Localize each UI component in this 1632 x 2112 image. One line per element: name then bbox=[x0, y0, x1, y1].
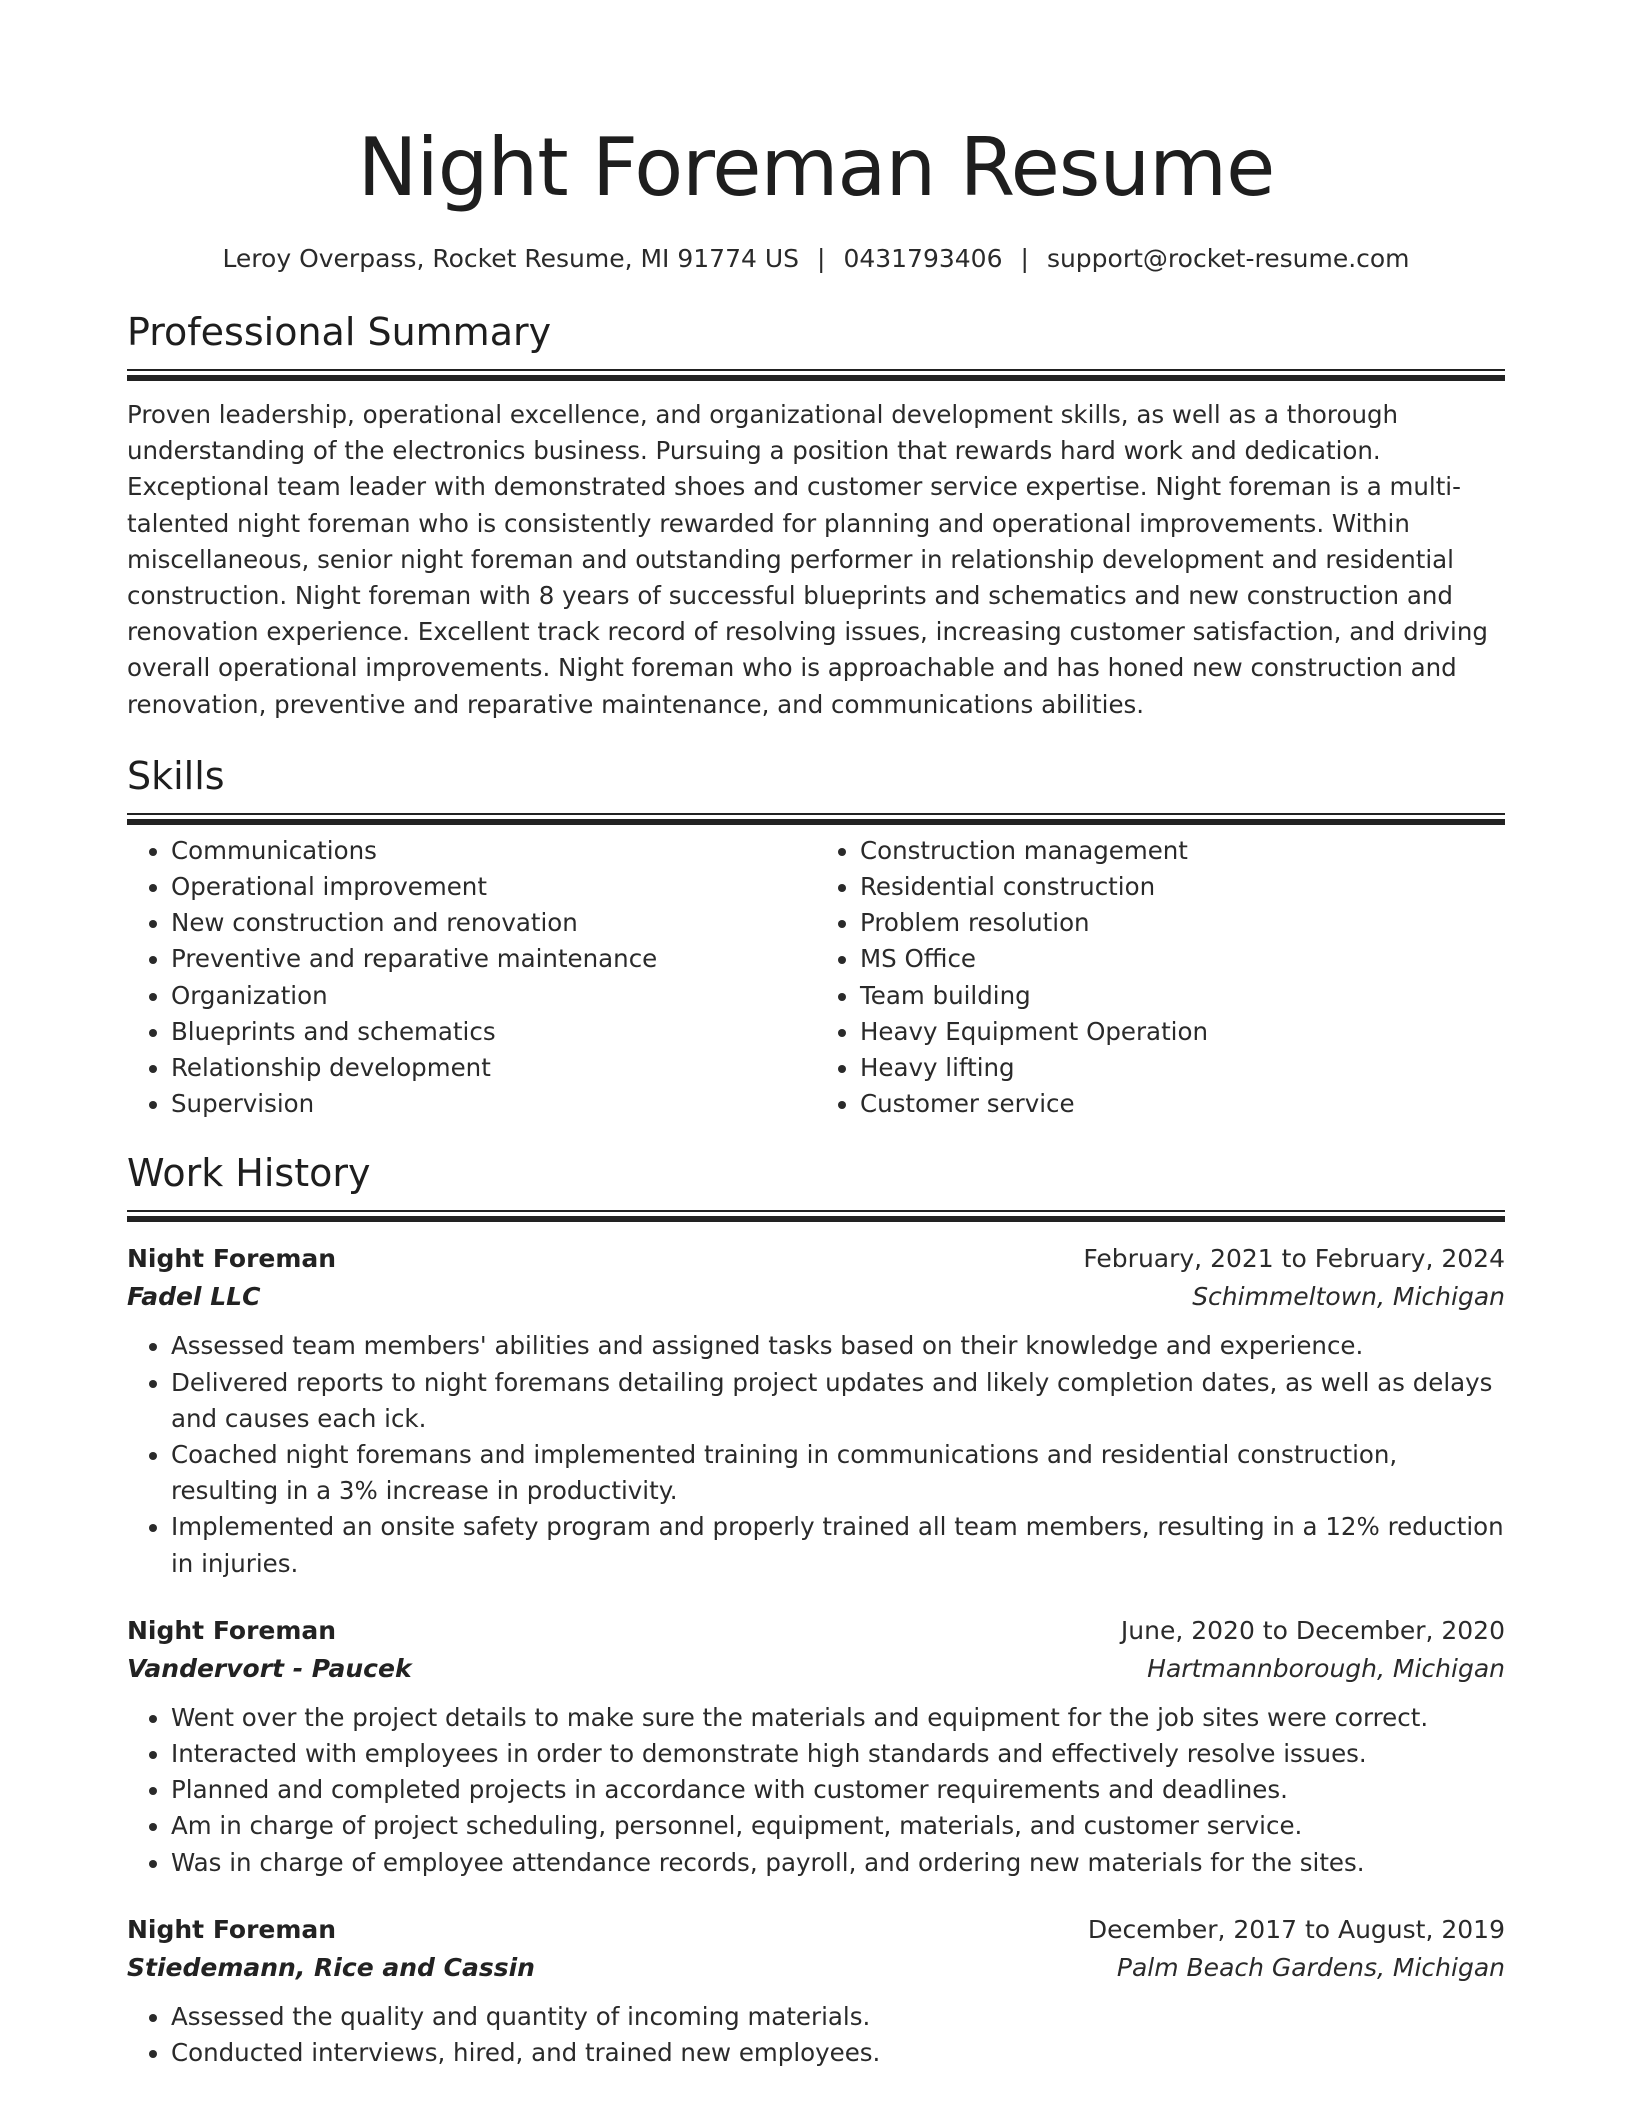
job-header bbox=[127, 1240, 1505, 1278]
job-dates: December, 2017 to August, 2019 bbox=[1087, 1914, 1505, 1944]
job-title: Night Foreman bbox=[127, 1244, 337, 1274]
job-entry bbox=[127, 1612, 1505, 1881]
section-divider bbox=[127, 369, 1505, 381]
contact-separator: | bbox=[1020, 244, 1029, 273]
job-location: Palm Beach Gardens, Michigan bbox=[1116, 1952, 1505, 1982]
job-title: Night Foreman bbox=[127, 1914, 337, 1944]
job-entry bbox=[127, 1240, 1505, 1581]
job-bullet: • Implemented an onsite safety program and properly trained all team members, resulting in a 12% reduction in injuries. bbox=[171, 1509, 1505, 1581]
skill-item: • Operational improvement bbox=[171, 869, 816, 905]
job-bullets bbox=[127, 1700, 1505, 1881]
job-company: Fadel LLC bbox=[127, 1282, 261, 1312]
skills-columns bbox=[127, 833, 1505, 1123]
contact-separator: | bbox=[817, 244, 826, 273]
work-history-heading: Work History bbox=[127, 1151, 371, 1196]
job-subheader bbox=[127, 1650, 1505, 1688]
job-bullets bbox=[127, 1999, 1505, 2071]
contact-email: support@rocket-resume.com bbox=[1046, 244, 1410, 273]
skill-item: • Heavy lifting bbox=[860, 1050, 1505, 1086]
skill-item: • Team building bbox=[860, 978, 1505, 1014]
skills-heading: Skills bbox=[127, 753, 225, 798]
job-subheader bbox=[127, 1949, 1505, 1987]
skill-item: • Blueprints and schematics bbox=[171, 1014, 816, 1050]
job-bullet: • Was in charge of employee attendance records, payroll, and ordering new materials for the sites. bbox=[171, 1845, 1505, 1881]
skills-list-left bbox=[127, 833, 816, 1123]
job-bullet: • Coached night foremans and implemented training in communications and residential construction, resulting in a 3% increase in productivity. bbox=[171, 1437, 1505, 1509]
work-history-section bbox=[127, 1148, 1505, 2071]
job-bullet: • Went over the project details to make sure the materials and equipment for the job sites were correct. bbox=[171, 1700, 1505, 1736]
skills-section bbox=[127, 751, 1505, 1123]
job-company: Stiedemann, Rice and Cassin bbox=[127, 1952, 535, 1982]
job-bullet: • Am in charge of project scheduling, personnel, equipment, materials, and customer service. bbox=[171, 1808, 1505, 1844]
skill-item: • New construction and renovation bbox=[171, 905, 816, 941]
section-divider bbox=[127, 813, 1505, 825]
job-bullets bbox=[127, 1328, 1505, 1581]
job-dates: February, 2021 to February, 2024 bbox=[1083, 1244, 1505, 1274]
skill-item: • MS Office bbox=[860, 941, 1505, 977]
resume-title: Night Foreman Resume bbox=[357, 121, 1275, 214]
job-bullet: • Planned and completed projects in accordance with customer requirements and deadlines. bbox=[171, 1772, 1505, 1808]
summary-text: Proven leadership, operational excellence, and organizational development skills, as well as a thorough understanding of the electronics business. Pursuing a position that rewards hard work and dedication. Exceptional team leader with demonstrated shoes and customer service expertise. Night foreman is a multi-talented night foreman who is consistently rewarded for planning and operational improvements. Within miscellaneous, senior night foreman and outstanding performer in relationship development and residential construction. Night foreman with 8 years of successful blueprints and schematics and new construction and renovation experience. Excellent track record of resolving issues, increasing customer satisfaction, and driving overall operational improvements. Night foreman who is approachable and has honed new construction and renovation, preventive and reparative maintenance, and communications abilities. bbox=[127, 400, 1488, 719]
job-bullet: • Conducted interviews, hired, and trained new employees. bbox=[171, 2035, 1505, 2071]
summary-heading: Professional Summary bbox=[127, 310, 552, 354]
contact-phone: 0431793406 bbox=[843, 244, 1003, 273]
skill-item: • Preventive and reparative maintenance bbox=[171, 941, 816, 977]
skill-item: • Relationship development bbox=[171, 1050, 816, 1086]
job-bullet: • Interacted with employees in order to demonstrate high standards and effectively resolve issues. bbox=[171, 1736, 1505, 1772]
job-bullet: • Assessed team members' abilities and assigned tasks based on their knowledge and experience. bbox=[171, 1328, 1505, 1364]
skill-item: • Communications bbox=[171, 833, 816, 869]
skill-item: • Construction management bbox=[860, 833, 1505, 869]
skill-item: • Supervision bbox=[171, 1086, 816, 1122]
job-location: Schimmeltown, Michigan bbox=[1192, 1282, 1505, 1312]
section-divider bbox=[127, 1210, 1505, 1222]
job-bullet: • Assessed the quality and quantity of incoming materials. bbox=[171, 1999, 1505, 2035]
job-dates: June, 2020 to December, 2020 bbox=[1120, 1615, 1505, 1645]
summary-section bbox=[127, 307, 1505, 723]
skills-list-right bbox=[816, 833, 1505, 1123]
skill-item: • Problem resolution bbox=[860, 905, 1505, 941]
skill-item: • Residential construction bbox=[860, 869, 1505, 905]
job-subheader bbox=[127, 1278, 1505, 1316]
job-header bbox=[127, 1612, 1505, 1650]
job-company: Vandervort - Paucek bbox=[127, 1653, 412, 1683]
contact-line bbox=[127, 242, 1505, 276]
job-header bbox=[127, 1911, 1505, 1949]
skill-item: • Customer service bbox=[860, 1086, 1505, 1122]
job-bullet: • Delivered reports to night foremans detailing project updates and likely completion dates, as well as delays and causes each ick. bbox=[171, 1365, 1505, 1437]
skill-item: • Heavy Equipment Operation bbox=[860, 1014, 1505, 1050]
skill-item: • Organization bbox=[171, 978, 816, 1014]
job-entry bbox=[127, 1911, 1505, 2071]
contact-address: Leroy Overpass, Rocket Resume, MI 91774 US bbox=[222, 244, 799, 273]
job-title: Night Foreman bbox=[127, 1615, 337, 1645]
job-location: Hartmannborough, Michigan bbox=[1147, 1653, 1505, 1683]
